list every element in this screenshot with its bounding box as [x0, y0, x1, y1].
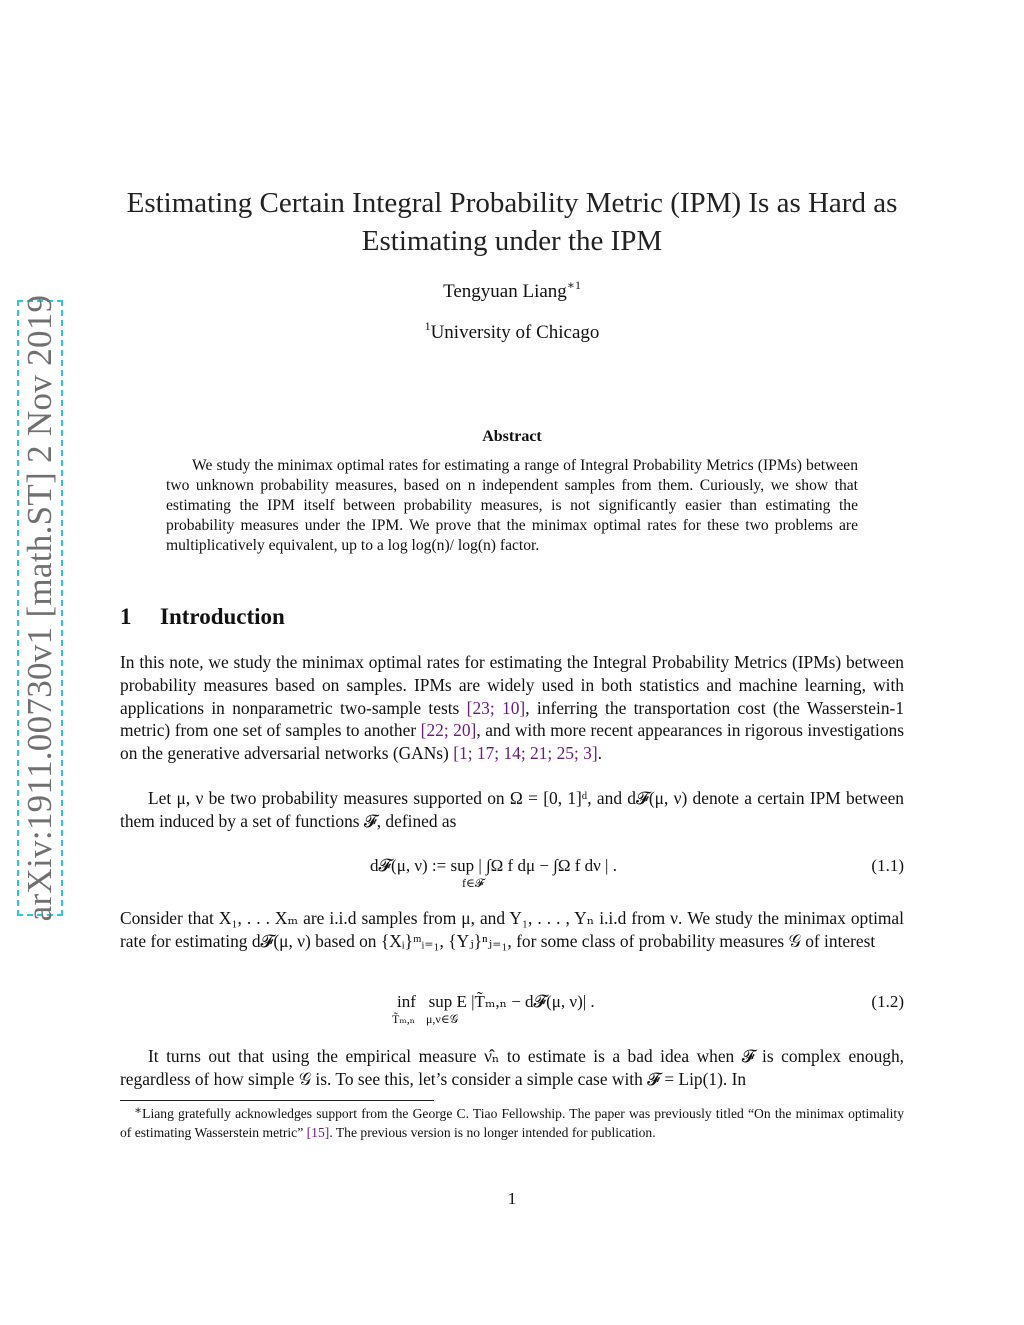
- footnote-text: Liang gratefully acknowledges support from the George C. Tiao Fellowship. The paper was previously titled “On the minimax optimality of estimating Wasserstein metric”: [120, 1106, 904, 1140]
- footnote-rule: [120, 1100, 434, 1101]
- eq1-sub: f∈𝓕: [462, 876, 484, 890]
- eq1-body: | ∫Ω f dμ − ∫Ω f dν | .: [478, 856, 617, 875]
- arxiv-stamp-text: arXiv:1911.00730v1 [math.ST] 2 Nov 2019: [20, 294, 59, 922]
- para4-text: It turns out that using the empirical measure ν̂ₙ to estimate is a bad idea when 𝓕 is complex enough, regardless of how simple 𝒢 is. To see this, let’s consider a simple case with 𝓕 = Lip(1). In: [120, 1046, 904, 1089]
- para2-text: Let μ, ν be two probability measures supported on Ω = [0, 1]ᵈ, and d𝓕(μ, ν) denote a certain IPM between them induced by a set of functions 𝓕, defined as: [120, 788, 904, 831]
- citation-link[interactable]: [15]: [306, 1125, 330, 1140]
- page-number: 1: [507, 1189, 517, 1208]
- eq2-inf-sub: T̃ₘ,ₙ: [392, 1012, 415, 1026]
- eq2-body: E |T̃ₘ,ₙ − d𝓕(μ, ν)| .: [456, 992, 595, 1011]
- intro-paragraph-3: [120, 907, 904, 953]
- section-number: 1: [120, 604, 132, 629]
- eq2-inf: inf: [397, 992, 416, 1011]
- eq2-sup-sub: μ,ν∈𝒢: [426, 1012, 459, 1026]
- footnote-text-2: . The previous version is no longer intended for publication.: [329, 1125, 656, 1140]
- affiliation-name: University of Chicago: [430, 322, 600, 343]
- footnote-mark: ∗: [134, 1103, 143, 1117]
- author-marks: ∗1: [566, 278, 581, 292]
- arxiv-stamp: [17, 294, 63, 922]
- abstract-body: [166, 456, 858, 556]
- eq1-lhs: d𝓕(μ, ν) := sup: [370, 856, 475, 875]
- eq2-sup: sup: [428, 992, 453, 1011]
- equation-tag: (1.2): [871, 992, 904, 1011]
- citation-link[interactable]: [23; 10]: [466, 697, 526, 718]
- title-line-1: Estimating Certain Integral Probability Metric (IPM) Is as Hard as: [126, 187, 898, 219]
- para3-text: Consider that X₁, . . . Xₘ are i.i.d samples from μ, and Y₁, . . . , Yₙ i.i.d from ν. We study the minimax optimal rate for estimating d𝓕(μ, ν) based on {Xᵢ}ᵐᵢ₌₁, {Yⱼ}ⁿⱼ₌₁, for some class of probability measures 𝒢 of interest: [120, 908, 904, 951]
- equation-tag: (1.1): [871, 856, 904, 875]
- footnote: [120, 1104, 904, 1142]
- author-name: Tengyuan Liang: [443, 281, 567, 302]
- affiliation-mark: 1: [424, 319, 431, 333]
- citation-link[interactable]: [22; 20]: [420, 720, 477, 741]
- intro-paragraph-4: [120, 1045, 904, 1091]
- paper-title: [0, 184, 1024, 260]
- abstract-text: We study the minimax optimal rates for estimating a range of Integral Probability Metrics (IPMs) between two unknown probability measures, based on n independent samples from them. Curiously, we show that estimating the IPM itself between probability measures, is not significantly easier than estimating the probability measures under the IPM. We prove that the minimax optimal rates for these two problems are multiplicatively equivalent, up to a log log(n)/ log(n) factor.: [166, 457, 858, 554]
- intro-paragraph-2: [120, 787, 904, 833]
- para1-text-3: , and with more recent appearances in rigorous investigations on the generative adversarial networks (GANs): [120, 720, 904, 764]
- intro-paragraph-1: [120, 651, 904, 765]
- title-line-2: Estimating under the IPM: [361, 225, 663, 257]
- affiliation-line: [0, 319, 1024, 344]
- para1-text-2: , inferring the transportation cost (the Wasserstein-1 metric) from one set of samples to another: [120, 697, 905, 741]
- abstract-heading: Abstract: [482, 428, 542, 445]
- section-title: Introduction: [160, 604, 285, 629]
- para1-text: In this note, we study the minimax optimal rates for estimating the Integral Probability Metrics (IPMs) between probability measures based on samples. IPMs are widely used in both statistics and machine learning, with applications in nonparametric two-sample tests: [120, 652, 904, 718]
- section-heading: [120, 604, 285, 630]
- citation-link[interactable]: [1; 17; 14; 21; 25; 3]: [453, 743, 598, 764]
- author-line: [0, 278, 1024, 303]
- para1-end: .: [597, 743, 603, 764]
